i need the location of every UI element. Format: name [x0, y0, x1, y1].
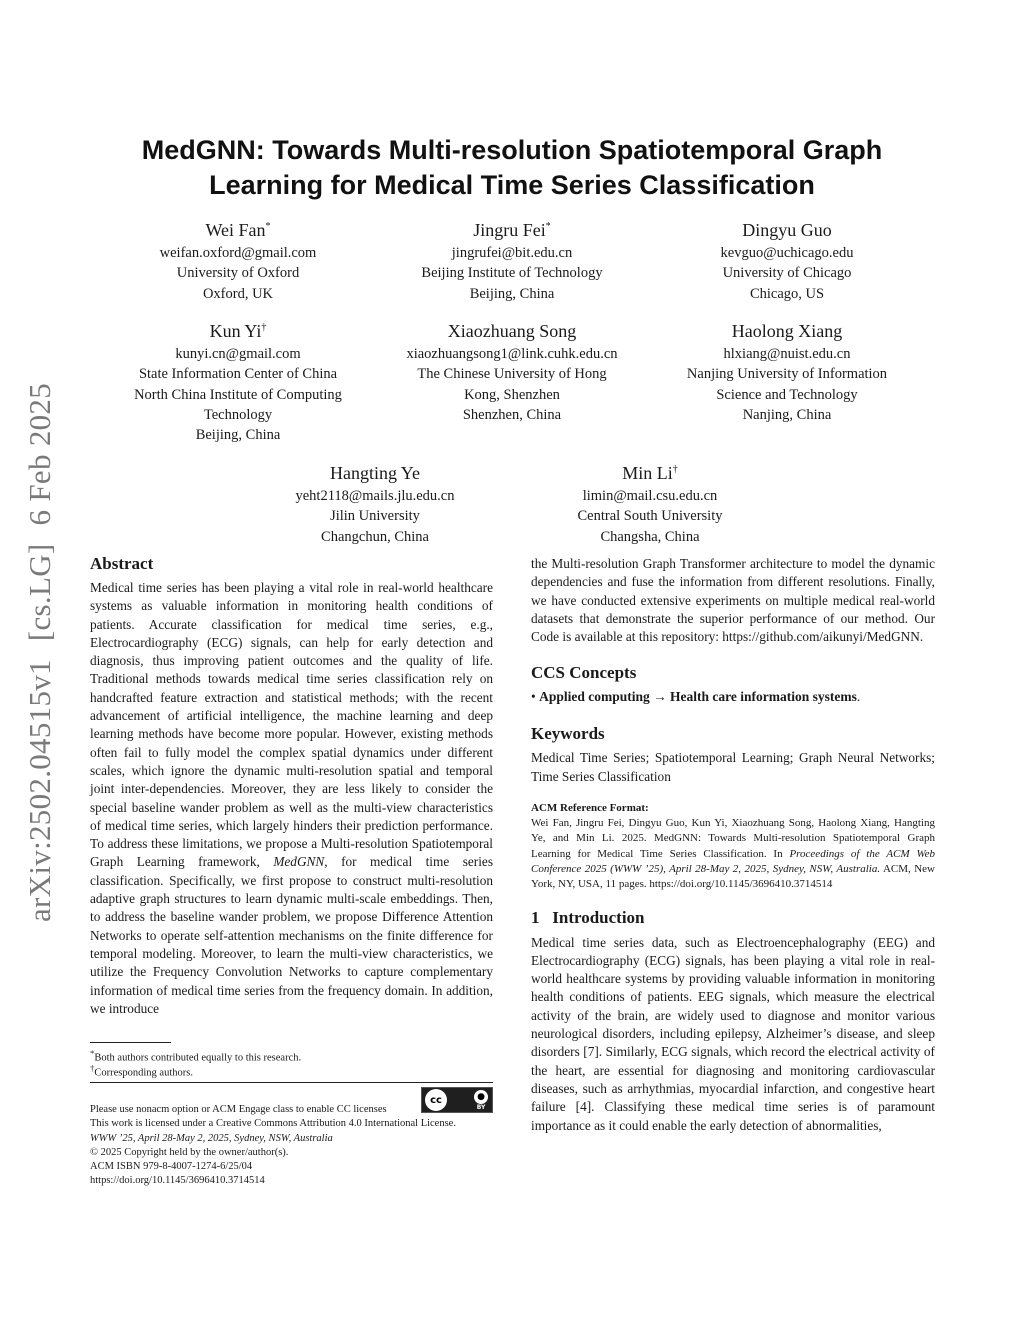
author-affiliation: Central South University: [577, 508, 723, 525]
author-affiliation: Jilin University: [330, 508, 420, 525]
author-affiliation: Science and Technology: [716, 386, 858, 403]
author-email: limin@mail.csu.edu.cn: [582, 488, 718, 504]
author-affiliation: Chicago, US: [749, 285, 825, 302]
author-affiliation: Beijing, China: [195, 427, 281, 444]
arxiv-id: arXiv:2502.04515v1: [22, 659, 57, 922]
author-name: Min Li†: [622, 463, 678, 483]
author-block: [637, 317, 937, 425]
author-name: Kun Yi†: [209, 321, 267, 341]
by-label: BY: [476, 1103, 486, 1111]
author-block: [362, 317, 662, 425]
arxiv-date: 6 Feb 2025: [22, 382, 57, 526]
license-line: © 2025 Copyright held by the owner/author(s).: [90, 1146, 289, 1158]
introduction-heading: 1 Introduction: [531, 907, 645, 927]
author-name: Wei Fan*: [205, 220, 271, 240]
title-line-1: MedGNN: Towards Multi-resolution Spatiotemporal Graph: [141, 135, 883, 165]
author-email: hlxiang@nuist.edu.cn: [723, 346, 851, 362]
reference-format-text: Wei Fan, Jingru Fei, Dingyu Guo, Kun Yi, Xiaozhuang Song, Haolong Xiang, Hangting Ye, and Min Li. 2025. MedGNN: Towards Multi-resolution Spatiotemporal Graph Learning for Medical Time Series Classification. In Proceedings of the ACM Web Conference 2025 (WWW ’25), April 28-May 2, 2025, Sydney, NSW, Australia. ACM, New York, NY, USA, 11 pages. https://doi.org/10.1145/3696410.3714514: [531, 817, 935, 891]
author-name: Haolong Xiang: [731, 321, 843, 341]
author-block: [225, 459, 525, 547]
right-column: [531, 555, 935, 1135]
author-block: [88, 317, 388, 445]
author-block: [362, 216, 662, 304]
author-affiliation: University of Chicago: [722, 265, 852, 282]
paper-title: [90, 133, 934, 203]
author-affiliation: Nanjing University of Information: [686, 366, 888, 383]
person-icon: ●: [474, 1090, 488, 1104]
author-email: yeht2118@mails.jlu.edu.cn: [295, 488, 455, 504]
reference-format-heading: ACM Reference Format:: [531, 802, 649, 815]
abstract-continued: the Multi-resolution Graph Transformer architecture to model the dynamic dependencies and fuse the information from different resolutions. Finally, we have conducted extensive experiments on multiple medical real-world datasets that demonstrate the superior performance of our method. Our Code is available at this repository: https://github.com/aikunyi/MedGNN.: [531, 556, 935, 645]
author-affiliation: Oxford, UK: [202, 285, 274, 302]
author-name: Dingyu Guo: [742, 220, 832, 240]
footnote-rule: [90, 1042, 171, 1043]
license-line: WWW ’25, April 28-May 2, 2025, Sydney, NSW, Australia: [90, 1132, 333, 1144]
author-affiliation: Technology: [203, 406, 273, 423]
author-affiliation: Beijing, China: [469, 285, 555, 302]
author-name: Jingru Fei*: [473, 220, 551, 240]
author-affiliation: North China Institute of Computing: [134, 386, 342, 403]
introduction-text: Medical time series data, such as Electroencephalography (EEG) and Electrocardiography (ECG) signals, has been playing a vital role in real-world healthcare systems by providing valuable information in monitoring health conditions of patients. EEG signals, which measure the electrical activity of the brain, are widely used to diagnose and monitor various neurological disorders, including epilepsy, Alzheimer’s disease, and sleep disorders [7]. Similarly, ECG signals, which record the electrical activity of the heart, are essential for diagnosing and monitoring cardiovascular diseases, such as arrhythmias, myocardial infarction, and congestive heart failure [4]. Classifying these medical time series is of paramount importance as it could enable the early detection of abnormalities,: [531, 934, 935, 1133]
license-block: [90, 1103, 500, 1189]
abstract-text: Medical time series has been playing a vital role in real-world healthcare systems as valuable information in monitoring health conditions of patients. Accurate classification for medical time series, e.g., Electrocardiography (ECG) signals, can help for early detection and diagnosis, thus improving patient outcomes and the quality of life. Traditional methods towards medical time series classification rely on handcrafted feature extraction and statistical methods; with the recent advancement of artificial intelligence, the machine learning and deep learning methods have become more popular. However, existing methods often fail to fully model the complex spatial dynamics under different scales, which ignore the dynamic multi-resolution spatial and temporal joint inter-dependencies. Moreover, they are less likely to consider the special baseline wander problem as well as the multi-view characteristics of medical time series, which largely hinders their prediction performance. To address these limitations, we propose a Multi-resolution Spatiotemporal Graph Learning framework, MedGNN, for medical time series classification. Specifically, we first propose to construct multi-resolution adaptive graph structures to learn dynamic multi-scale embeddings. Then, to address the baseline wander problem, we propose Difference Attention Networks to operate self-attention mechanisms on the finite difference for temporal modeling. Moreover, to learn the multi-view characteristics, we utilize the Frequency Convolution Networks to capture complementary information of medical time series from the frequency domain. In addition, we introduce: [90, 580, 493, 1016]
author-block: [88, 216, 388, 304]
author-email: weifan.oxford@gmail.com: [159, 245, 317, 261]
author-email: kunyi.cn@gmail.com: [175, 346, 301, 362]
ccs-heading: CCS Concepts: [531, 663, 637, 683]
ccs-item: • Applied computing → Health care information systems.: [531, 689, 861, 705]
arxiv-stamp: [22, 362, 58, 922]
keywords-text: Medical Time Series; Spatiotemporal Learning; Graph Neural Networks; Time Series Classification: [531, 750, 935, 784]
author-email: jingrufei@bit.edu.cn: [451, 245, 573, 261]
author-affiliation: Shenzhen, China: [462, 406, 562, 423]
license-rule: [90, 1082, 493, 1083]
license-line: ACM ISBN 979-8-4007-1274-6/25/04: [90, 1161, 253, 1173]
author-email: xiaozhuangsong1@link.cuhk.edu.cn: [406, 346, 618, 362]
author-affiliation: University of Oxford: [176, 265, 300, 282]
author-affiliation: Kong, Shenzhen: [464, 386, 560, 403]
author-affiliation: Nanjing, China: [742, 406, 832, 423]
cc-icon: cc: [425, 1089, 447, 1111]
footnote-corresponding: †Corresponding authors.: [90, 1063, 193, 1079]
author-block: [500, 459, 800, 547]
title-line-2: Learning for Medical Time Series Classification: [209, 170, 815, 200]
license-line: Please use nonacm option or ACM Engage class to enable CC licenses: [90, 1104, 387, 1115]
author-name: Xiaozhuang Song: [447, 321, 577, 341]
author-name: Hangting Ye: [329, 463, 420, 483]
author-affiliation: Beijing Institute of Technology: [421, 265, 603, 282]
author-block: [637, 216, 937, 304]
author-affiliation: The Chinese University of Hong: [417, 366, 607, 383]
author-affiliation: State Information Center of China: [138, 366, 338, 383]
abstract-heading: Abstract: [90, 554, 154, 573]
license-line: This work is licensed under a Creative Commons Attribution 4.0 International License.: [90, 1118, 456, 1130]
author-affiliation: Changchun, China: [321, 528, 429, 545]
arxiv-category: [cs.LG]: [22, 543, 57, 642]
keywords-heading: Keywords: [531, 724, 605, 744]
author-email: kevguo@uchicago.edu: [720, 245, 854, 261]
footnote-equal: *Both authors contributed equally to this research.: [90, 1048, 302, 1064]
author-affiliation: Changsha, China: [600, 528, 700, 545]
abstract-section: [90, 553, 493, 1018]
doi-link[interactable]: https://doi.org/10.1145/3696410.3714514: [90, 1175, 265, 1187]
